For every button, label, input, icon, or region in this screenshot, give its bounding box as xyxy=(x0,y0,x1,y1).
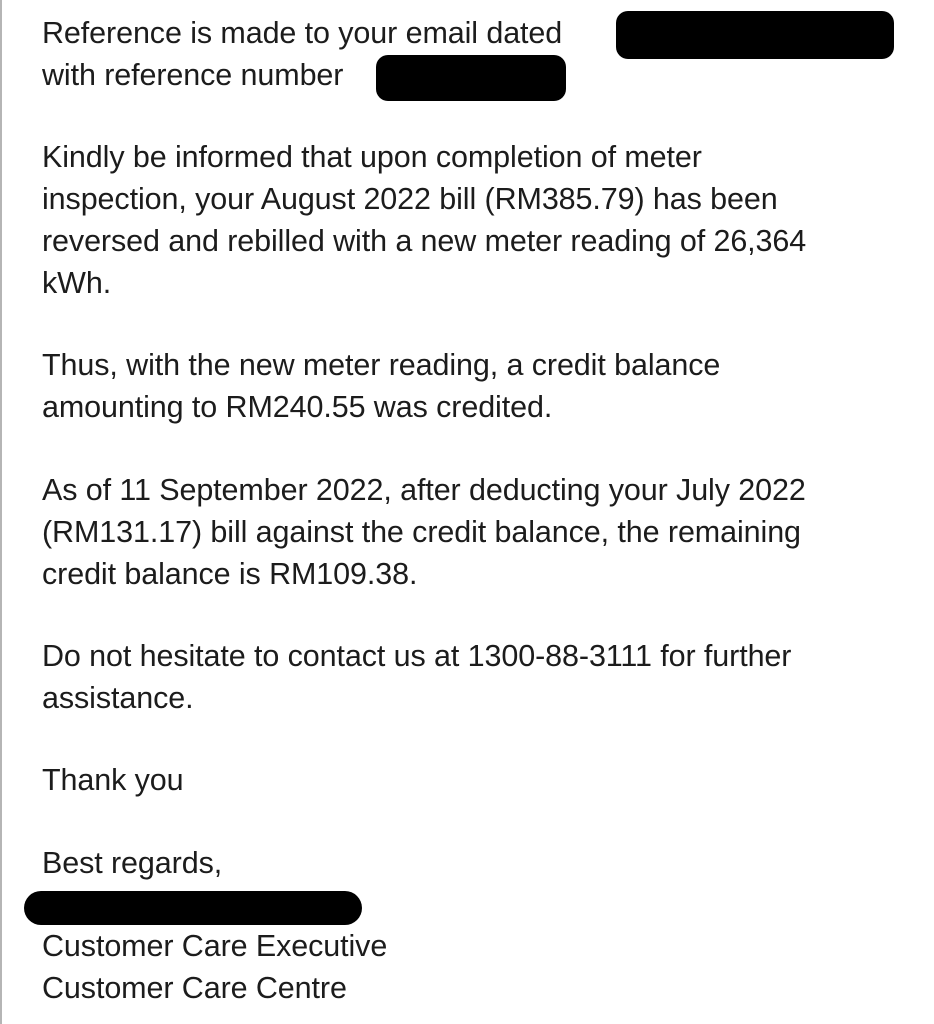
paragraph2-line-1: Thus, with the new meter reading, a credit balance xyxy=(42,348,721,382)
paragraph3-line-3: credit balance is RM109.38. xyxy=(42,557,418,591)
closing-line: Best regards, xyxy=(42,846,223,880)
paragraph1-line-2: inspection, your August 2022 bill (RM385.79) has been xyxy=(42,182,778,216)
redacted-email-date xyxy=(616,11,894,59)
paragraph1-line-1: Kindly be informed that upon completion of meter xyxy=(42,140,702,174)
signature-title: Customer Care Executive xyxy=(42,929,388,963)
thanks-line: Thank you xyxy=(42,763,184,797)
intro-line-1: Reference is made to your email dated xyxy=(42,16,563,50)
paragraph2-line-2: amounting to RM240.55 was credited. xyxy=(42,390,553,424)
signature-department: Customer Care Centre xyxy=(42,971,347,1005)
paragraph4-line-1: Do not hesitate to contact us at 1300-88-3111 for further xyxy=(42,639,792,673)
paragraph3-line-1: As of 11 September 2022, after deducting your July 2022 xyxy=(42,473,806,507)
paragraph4-line-2: assistance. xyxy=(42,681,194,715)
paragraph3-line-2: (RM131.17) bill against the credit balance, the remaining xyxy=(42,515,801,549)
paragraph1-line-3: reversed and rebilled with a new meter reading of 26,364 xyxy=(42,224,807,258)
intro-line-2: with reference number xyxy=(42,58,344,92)
redacted-sender-name xyxy=(24,891,362,925)
redacted-reference-number xyxy=(376,55,566,101)
paragraph1-line-4: kWh. xyxy=(42,266,112,300)
window-left-border xyxy=(0,0,2,1024)
